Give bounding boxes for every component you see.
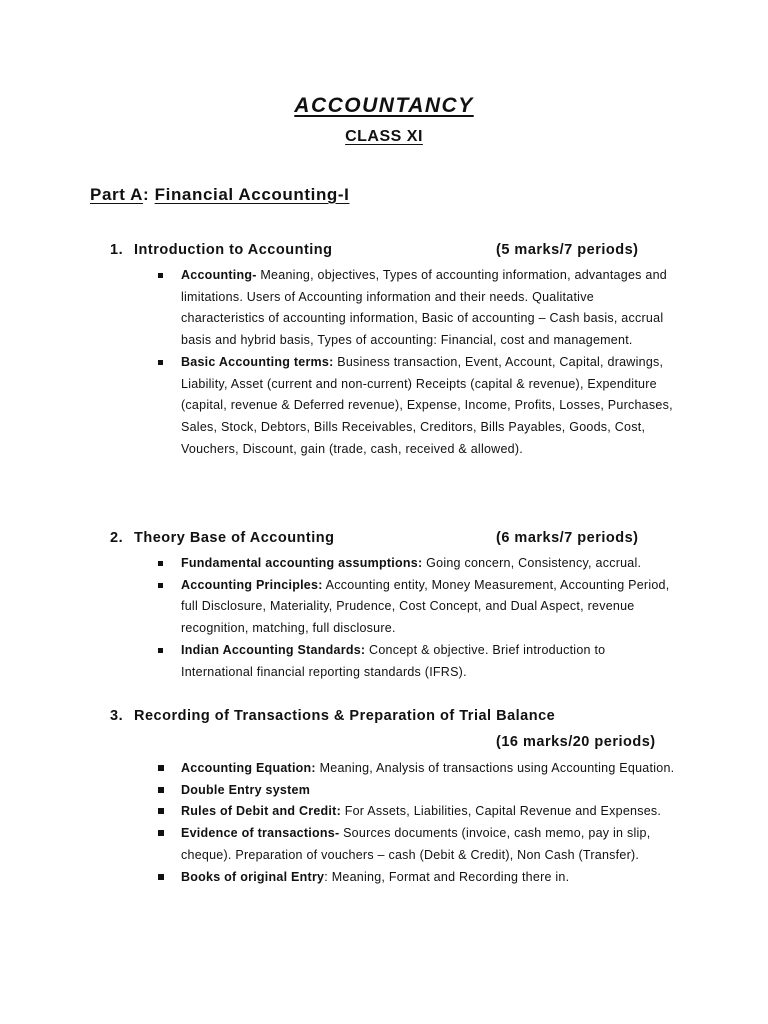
list-item [155, 867, 680, 889]
list-item [155, 758, 680, 780]
list-item [155, 823, 680, 866]
bullet-icon [158, 787, 164, 793]
list-item [155, 640, 680, 683]
item-lead: Fundamental accounting assumptions: [181, 556, 423, 570]
bullet-icon [158, 808, 164, 814]
item-text: Accounting entity, Money Measurement, Accounting Period, full Disclosure, Materiality, Prudence, Cost Concept, and Dual Aspect, revenue recognition, matching, full disclosure. [181, 577, 670, 636]
item-text: Sources documents (invoice, cash memo, pay in slip, cheque). Preparation of vouchers – cash (Debit & Credit), Non Cash (Transfer). [181, 826, 651, 862]
part-name: Financial Accounting-I [154, 185, 350, 204]
item-lead: Basic Accounting terms: [181, 354, 334, 369]
part-heading [90, 185, 350, 205]
bullet-icon [158, 765, 164, 771]
bullet-icon [158, 830, 164, 836]
section-items-1 [155, 265, 680, 460]
part-label: Part A [90, 185, 144, 204]
section-heading-3 [110, 708, 668, 724]
item-text: Meaning, objectives, Types of accounting information, advantages and limitations. Users of Accounting information and their needs. Qualitative characteristics of accounting information, Basic of accounting – Cash basis, accrual basis and hybrid basis, Types of accounting: Financial, cost and management. [181, 268, 667, 348]
page-title: ACCOUNTANCY [294, 94, 474, 117]
list-item [155, 801, 680, 823]
item-text: : Meaning, Format and Recording there in. [324, 869, 570, 884]
item-lead: Accounting Principles: [181, 577, 323, 592]
section-items-2 [155, 553, 680, 683]
item-text: Business transaction, Event, Account, Capital, drawings, Liability, Asset (current and non-current) Receipts (capital & revenue), Expenditure (capital, revenue & Deferred revenue), Expense, Income, Profits, Losses, Purchases, Sales, Stock, Debtors, Bills Receivables, Creditors, Bills Payables, Goods, Cost, Vouchers, Discount, gain (trade, cash, received & allowed). [181, 354, 673, 456]
section-marks: (6 marks/7 periods) [496, 530, 639, 546]
list-item [155, 265, 680, 352]
section-heading-1 [110, 242, 668, 258]
list-item [155, 780, 680, 802]
item-text: For Assets, Liabilities, Capital Revenue and Expenses. [340, 804, 662, 819]
item-text: Going concern, Consistency, accrual. [422, 556, 642, 570]
section-title: Theory Base of Accounting [134, 530, 335, 546]
list-item [155, 575, 680, 640]
bullet-icon [158, 561, 163, 566]
bullet-icon [158, 583, 163, 588]
section-marks: (16 marks/20 periods) [496, 734, 656, 750]
section-number: 2. [110, 530, 124, 546]
item-text: Concept & objective. Brief introduction to International financial reporting standards (IFRS). [181, 642, 606, 679]
item-lead: Accounting Equation: [181, 761, 316, 775]
item-lead: Evidence of transactions- [181, 826, 340, 841]
bullet-icon [158, 874, 164, 880]
list-item [155, 553, 680, 575]
part-separator: : [143, 185, 155, 204]
section-number: 1. [110, 242, 124, 258]
item-lead: Books of original Entry [181, 869, 325, 884]
section-items-3 [155, 758, 680, 888]
section-title: Recording of Transactions & Preparation of Trial Balance [134, 708, 556, 724]
item-lead: Indian Accounting Standards: [181, 642, 366, 657]
item-lead: Double Entry system [181, 782, 311, 797]
item-lead: Rules of Debit and Credit: [181, 804, 341, 819]
bullet-icon [158, 360, 163, 365]
item-lead: Accounting- [181, 268, 257, 282]
bullet-icon [158, 273, 163, 278]
class-heading: CLASS XI [345, 128, 423, 145]
section-number: 3. [110, 708, 124, 724]
bullet-icon [158, 648, 163, 653]
list-item [155, 352, 680, 461]
section-heading-2 [110, 530, 668, 546]
section-title: Introduction to Accounting [134, 242, 333, 258]
section-marks: (5 marks/7 periods) [496, 242, 639, 258]
item-text: Meaning, Analysis of transactions using Accounting Equation. [315, 761, 675, 775]
